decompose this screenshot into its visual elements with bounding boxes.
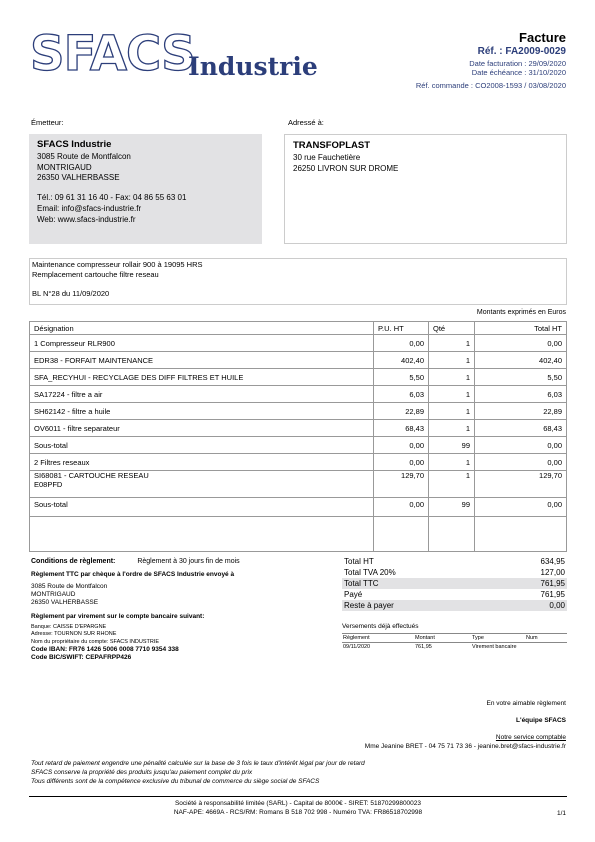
col-total: Total HT — [475, 322, 567, 335]
total-row — [342, 567, 567, 578]
total-value: 634,95 — [540, 557, 565, 566]
total-row — [342, 556, 567, 567]
footer-registration-info: NAF-APE: 4669A - RCS/RM: Romans B 518 702 998 - Numéro TVA: FR86518702998 — [173, 808, 423, 816]
table-row — [30, 335, 567, 352]
invoice-description — [29, 258, 567, 305]
payment-amount: 761,95 — [415, 644, 432, 650]
cell-unit-price: 129,70 — [374, 471, 429, 498]
cell-total: 68,43 — [475, 420, 567, 437]
cell-designation: SA17224 - filtre a air — [30, 386, 374, 403]
transfer-title: Règlement par virement sur le compte bancaire suivant: — [31, 612, 205, 620]
bic: Code BIC/SWIFT: CEPAFRPP426 — [31, 654, 132, 662]
cell-total: 0,00 — [475, 454, 567, 471]
recipient-address-line: 26250 LIVRON SUR DROME — [293, 163, 399, 173]
cell-total: 129,70 — [475, 471, 567, 498]
accounting-contact: Mme Jeanine BRET - 04 75 71 73 36 - jeanine.bret@sfacs-industrie.fr — [364, 743, 566, 750]
invoice-reference: Réf. : FA2009-0029 — [477, 46, 566, 58]
col-quantity: Qté — [429, 322, 475, 335]
cell-unit-price: 0,00 — [374, 437, 429, 454]
total-label: Payé — [344, 590, 363, 599]
pay-col-amount: Montant — [414, 634, 471, 643]
legal-line: SFACS conserve la propriété des produits jusqu'au paiement complet du prix — [31, 768, 253, 776]
cell-total: 22,89 — [475, 403, 567, 420]
conditions-value: Règlement à 30 jours fin de mois — [137, 558, 240, 565]
cell-designation: Sous-total — [30, 437, 374, 454]
bank-name: Banque: CAISSE D'EPARGNE — [31, 624, 107, 631]
cell-designation: 1 Compresseur RLR900 — [30, 335, 374, 352]
emitter-label: Émetteur: — [31, 118, 64, 127]
cell-designation: OV6011 - filtre separateur — [30, 420, 374, 437]
logo-wordmark: SFACS — [30, 26, 195, 82]
cell-total: 0,00 — [475, 335, 567, 352]
legal-line: Tout retard de paiement engendre une pénalité calculée sur la base de 3 fois le taux d'intérêt légal par jour de retard — [31, 760, 365, 767]
payment-conditions — [31, 557, 321, 663]
cell-quantity: 1 — [429, 471, 475, 498]
invoice-date: Date facturation : 29/09/2020 — [469, 58, 566, 68]
cell-designation: SFA_RECYHUI - RECYCLAGE DES DIFF FILTRES ET HUILE — [30, 369, 374, 386]
cell-unit-price: 0,00 — [374, 498, 429, 517]
emitter-website: Web: www.sfacs-industrie.fr — [37, 214, 136, 224]
emitter-phone: Tél.: 09 61 31 16 40 - Fax: 04 86 55 63 01 — [37, 193, 187, 203]
payment-date: 09/11/2020 — [343, 644, 371, 650]
currency-note: Montants exprimés en Euros — [476, 309, 566, 316]
payment-type: Virement bancaire — [472, 644, 517, 650]
cell-total: 0,00 — [475, 437, 567, 454]
table-filler-row — [30, 517, 567, 552]
table-row — [30, 437, 567, 454]
cell-total: 0,00 — [475, 498, 567, 517]
order-reference: Réf. commande : CO2008-1593 / 03/08/2020 — [415, 80, 566, 90]
pay-col-type: Type — [471, 634, 525, 643]
description-line: Remplacement cartouche filtre reseau — [32, 270, 159, 280]
total-row — [342, 600, 567, 611]
invoice-header — [416, 30, 566, 90]
table-row — [30, 403, 567, 420]
document-title: Facture — [519, 30, 566, 45]
cell-designation: SH62142 - filtre a huile — [30, 403, 374, 420]
payment-num — [525, 643, 567, 652]
cell-designation: Sous-total — [30, 498, 374, 517]
cell-quantity: 1 — [429, 335, 475, 352]
payment-row — [342, 643, 567, 652]
recipient-name: TRANSFOPLAST — [293, 140, 371, 151]
col-unit-price: P.U. HT — [374, 322, 429, 335]
cell-quantity: 1 — [429, 352, 475, 369]
cell-unit-price: 6,03 — [374, 386, 429, 403]
cell-designation: 2 Filtres reseaux — [30, 454, 374, 471]
due-date: Date échéance : 31/10/2020 — [471, 68, 566, 78]
cell-unit-price: 402,40 — [374, 352, 429, 369]
table-header-row — [30, 322, 567, 335]
totals-table — [342, 556, 567, 611]
emitter-address-line: MONTRIGAUD — [37, 162, 92, 172]
accounting-service: Notre service comptable — [495, 734, 566, 741]
cell-total: 6,03 — [475, 386, 567, 403]
cell-total: 5,50 — [475, 369, 567, 386]
cell-quantity: 1 — [429, 403, 475, 420]
table-row — [30, 454, 567, 471]
cell-quantity: 99 — [429, 437, 475, 454]
team-signature: L'équipe SFACS — [516, 717, 566, 724]
logo-subtitle: Industrie — [188, 52, 318, 81]
total-row — [342, 589, 567, 600]
cell-unit-price: 0,00 — [374, 335, 429, 352]
cell-quantity: 1 — [429, 369, 475, 386]
cell-quantity: 1 — [429, 386, 475, 403]
table-row — [30, 369, 567, 386]
page-footer — [29, 796, 567, 818]
table-row — [30, 498, 567, 517]
conditions-label: Conditions de règlement: — [31, 558, 116, 565]
table-row — [30, 386, 567, 403]
payments-title: Versements déjà effectués — [342, 623, 419, 630]
page-number: 1/1 — [556, 810, 566, 817]
pay-col-num: Num — [525, 634, 567, 643]
emitter-email: Email: info@sfacs-industrie.fr — [37, 204, 142, 213]
emitter-address-line: 26350 VALHERBASSE — [37, 173, 120, 183]
cell-quantity: 1 — [429, 420, 475, 437]
pay-col-date: Règlement — [342, 634, 414, 643]
emitter-name: SFACS Industrie — [37, 139, 112, 150]
delivery-note: BL N°28 du 11/09/2020 — [32, 289, 110, 299]
cell-designation: SI68081 - CARTOUCHE RESEAU E08PFD — [30, 471, 374, 498]
cheque-address-line: 26350 VALHERBASSE — [31, 599, 99, 607]
recipient-label: Adressé à: — [288, 118, 324, 127]
total-label: Total TTC — [342, 578, 491, 589]
description-line: Maintenance compresseur rollair 900 à 19095 HRS — [32, 260, 203, 269]
cell-unit-price: 0,00 — [374, 454, 429, 471]
cell-unit-price: 68,43 — [374, 420, 429, 437]
footer-company-info: Société à responsabilité limitée (SARL) - Capital de 8000€ - SIRET: 51870299800023 — [174, 800, 422, 807]
total-value: 761,95 — [540, 590, 565, 599]
total-label: Reste à payer — [342, 600, 491, 611]
table-row — [30, 352, 567, 369]
total-value: 0,00 — [491, 600, 567, 611]
cell-quantity: 99 — [429, 498, 475, 517]
cell-unit-price: 22,89 — [374, 403, 429, 420]
recipient-box — [284, 134, 567, 244]
emitter-address-line: 3085 Route de Montfalcon — [37, 151, 131, 161]
total-row — [342, 578, 567, 589]
total-value: 761,95 — [491, 578, 567, 589]
cheque-address-line: MONTRIGAUD — [31, 590, 76, 598]
payments-table — [342, 633, 567, 651]
legal-notice — [31, 760, 365, 786]
payments-block — [342, 623, 567, 651]
cell-total: 402,40 — [475, 352, 567, 369]
bank-address: Adresse: TOURNON SUR RHONE — [31, 631, 117, 638]
table-row — [30, 471, 567, 498]
emitter-box — [29, 134, 262, 244]
greeting: En votre aimable règlement — [486, 700, 566, 707]
items-table — [29, 321, 567, 552]
account-owner: Nom du propriétaire du compte: SFACS INDUSTRIE — [31, 638, 160, 645]
cheque-address-line: 3085 Route de Montfalcon — [31, 582, 108, 590]
cheque-title: Règlement TTC par chèque à l'ordre de SFACS Industrie envoyé à — [31, 571, 235, 579]
company-logo — [30, 26, 330, 90]
cell-quantity: 1 — [429, 454, 475, 471]
total-value: 127,00 — [540, 568, 565, 577]
total-label: Total HT — [344, 557, 374, 566]
col-designation: Désignation — [30, 322, 374, 335]
legal-line: Tous différents sont de la compétence exclusive du tribunal de commerce du siège social de SFACS — [31, 777, 320, 785]
recipient-address-line: 30 rue Fauchetière — [293, 152, 361, 162]
iban: Code IBAN: FR76 1426 5006 0008 7710 9354 338 — [31, 645, 179, 653]
table-row — [30, 420, 567, 437]
total-label: Total TVA 20% — [344, 568, 396, 577]
cell-unit-price: 5,50 — [374, 369, 429, 386]
cell-designation: EDR38 - FORFAIT MAINTENANCE — [30, 352, 374, 369]
